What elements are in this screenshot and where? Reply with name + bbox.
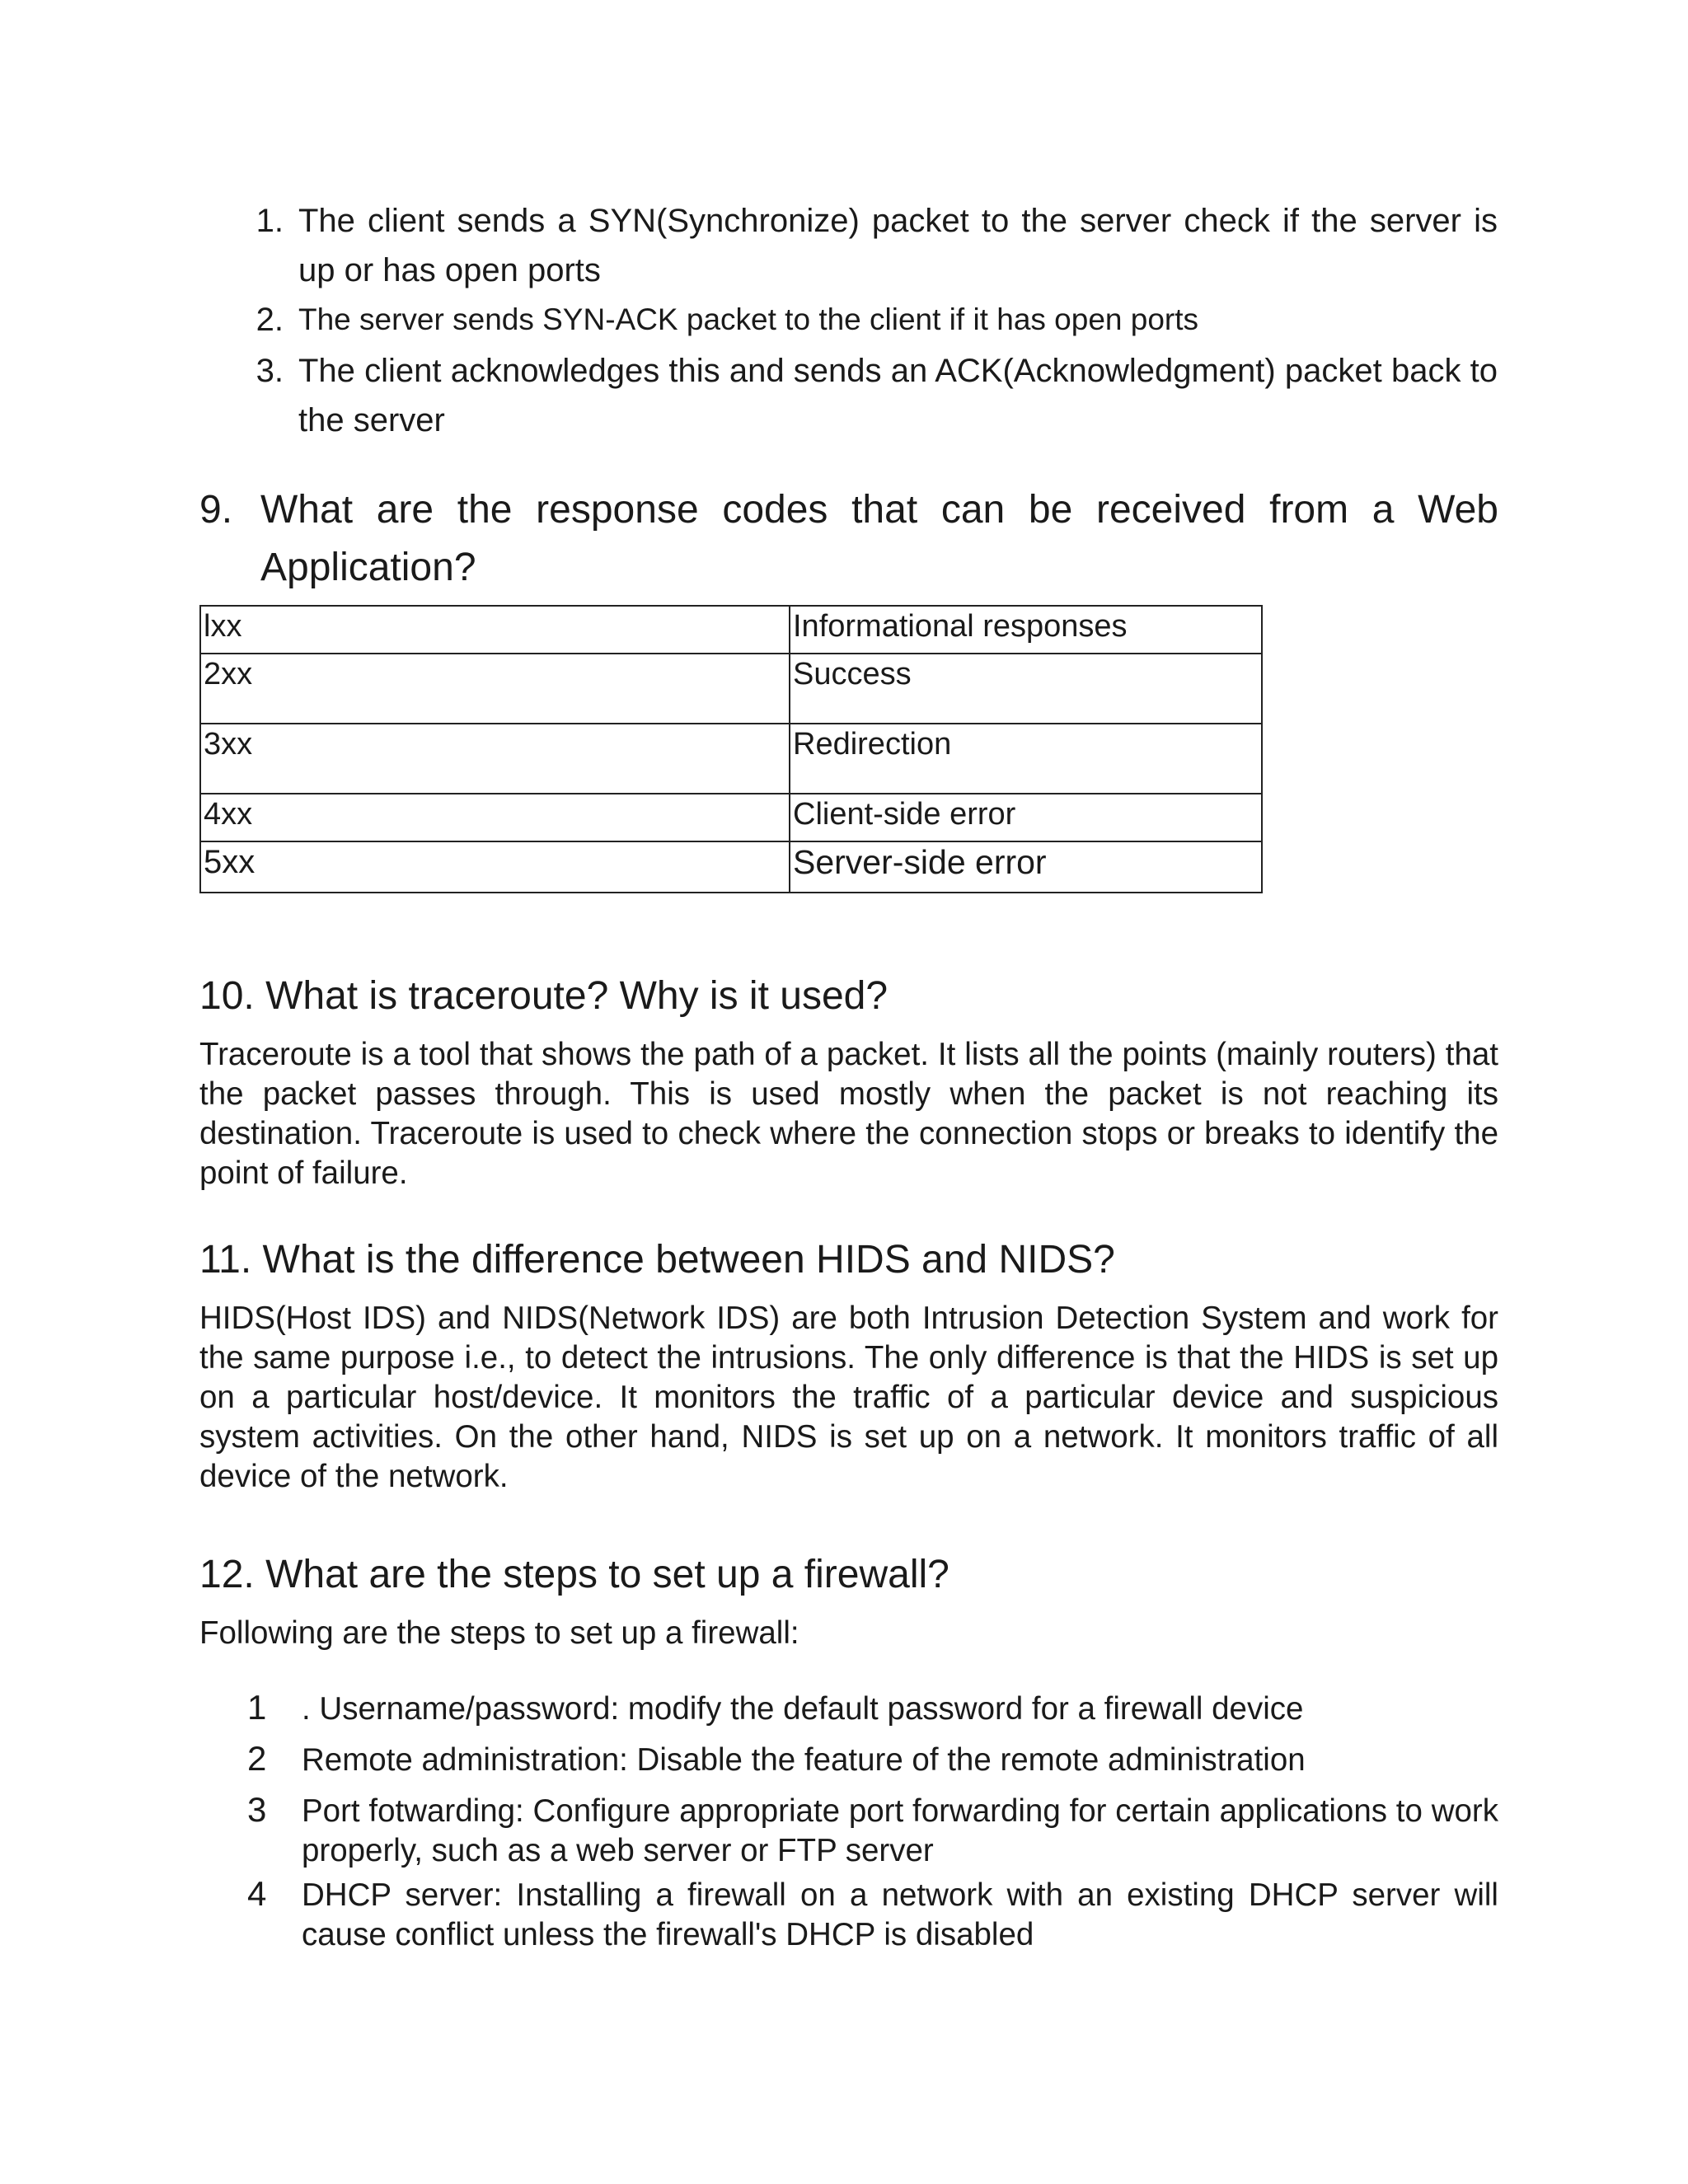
- table-cell-code: 4xx: [200, 794, 790, 841]
- q10-heading: [199, 968, 1498, 1025]
- table-row: [200, 724, 1262, 794]
- q10-number: 10.: [199, 974, 255, 1018]
- list-number: 1.: [256, 203, 284, 239]
- table-cell-code: lxx: [200, 606, 790, 654]
- list-number: 4: [247, 1874, 267, 1913]
- q12-intro: Following are the steps to set up a firewall:: [199, 1615, 799, 1651]
- table-cell-meaning: Informational responses: [790, 606, 1262, 654]
- table-cell-code: 2xx: [200, 654, 790, 724]
- table-cell-code: 5xx: [200, 841, 790, 893]
- q11-heading: [199, 1231, 1498, 1289]
- q10-answer: Traceroute is a tool that shows the path of a packet. It lists all the points (mainly routers) that the packet passes through. This is used mostly when the packet is not reaching its destination. Traceroute is used to check where the connection stops or breaks to identify the point of failure.: [199, 1037, 1498, 1191]
- q11-answer: HIDS(Host IDS) and NIDS(Network IDS) are both Intrusion Detection System and work for the same purpose i.e., to detect the intrusions. The only difference is that the HIDS is set up on a particular host/device. It monitors the traffic of a particular device and suspicious system activities. On the other hand, NIDS is set up on a network. It monitors traffic of all device of the network.: [199, 1301, 1498, 1494]
- table-row: [200, 606, 1262, 654]
- list-item: The server sends SYN-ACK packet to the client if it has open ports: [298, 302, 1199, 336]
- q11-number: 11.: [199, 1238, 252, 1282]
- table-row: [200, 841, 1262, 893]
- q12-heading: [199, 1546, 1498, 1604]
- list-number: 3.: [256, 353, 284, 389]
- q9-heading: What are the response codes that can be received from a Web Application?: [260, 488, 1498, 589]
- table-cell-meaning: Client-side error: [790, 794, 1262, 841]
- list-item: Remote administration: Disable the feature of the remote administration: [302, 1742, 1306, 1778]
- list-item: The client sends a SYN(Synchronize) packet to the server check if the server is up or has open ports: [298, 203, 1498, 288]
- list-item: . Username/password: modify the default password for a firewall device: [302, 1691, 1304, 1727]
- table-cell-code: 3xx: [200, 724, 790, 794]
- q11-title: What is the difference between HIDS and NIDS?: [262, 1238, 1115, 1282]
- q12-number: 12.: [199, 1553, 255, 1596]
- list-item: The client acknowledges this and sends an ACK(Acknowledgment) packet back to the server: [298, 353, 1498, 438]
- list-number: 1: [247, 1688, 267, 1727]
- response-codes-table: [199, 605, 1263, 893]
- table-cell-meaning: Success: [790, 654, 1262, 724]
- q9-number: 9.: [199, 488, 233, 532]
- list-item: DHCP server: Installing a firewall on a network with an existing DHCP server will cause conflict unless the firewall's DHCP is disabled: [302, 1877, 1498, 1952]
- table-cell-meaning: Redirection: [790, 724, 1262, 794]
- list-number: 2: [247, 1739, 267, 1778]
- list-number: 3: [247, 1790, 267, 1829]
- table-row: [200, 794, 1262, 841]
- q10-title: What is traceroute? Why is it used?: [265, 974, 889, 1018]
- table-row: [200, 654, 1262, 724]
- list-item: Port fotwarding: Configure appropriate port forwarding for certain applications to work properly, such as a web server or FTP server: [302, 1793, 1498, 1868]
- list-number: 2.: [256, 302, 284, 338]
- q12-title: What are the steps to set up a firewall?: [265, 1553, 950, 1596]
- table-cell-meaning: Server-side error: [790, 841, 1262, 893]
